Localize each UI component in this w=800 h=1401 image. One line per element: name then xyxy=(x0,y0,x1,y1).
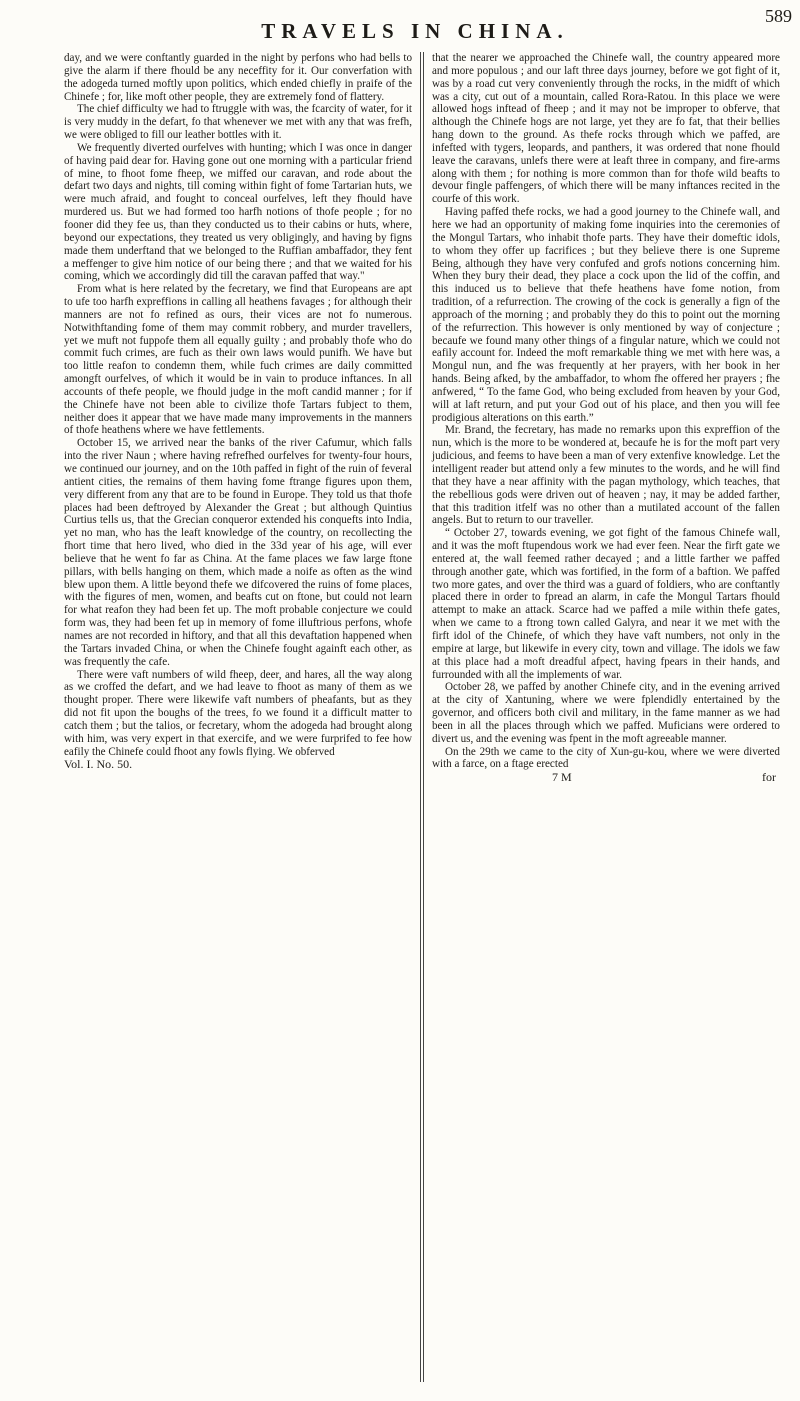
paragraph: From what is here related by the fecretary, we find that Europeans are apt to ufe too harfh expreffions in calling all heathens favages ; for although their manners are not fo refined as ours, their vices are not fo numerous. Notwithftanding fome of them may commit robbery, and murder travellers, yet we muft not fuppofe them all equally guilty ; and probably thofe who do commit fuch crimes, are fuch as their own laws would punifh. We have but too little reafon to condemn them, while fuch crimes are daily committed amongft ourfelves, of which it would be in vain to produce inftances. In all accounts of thefe people, we fhould judge in the moft candid manner ; for if the Chinefe have not been able to civilize thofe Tartars fubject to them, neither does it appear that we have made many improvements in the manners of thofe heathens where we have fettlements. xyxy=(64,283,412,437)
page-footer-left xyxy=(64,758,412,771)
running-head-title: TRAVELS IN CHINA. xyxy=(261,18,569,43)
paragraph: Having paffed thefe rocks, we had a good journey to the Chinefe wall, and here we had an opportunity of making fome inquiries into the ceremonies of the Mongul Tartars, who inhabit thofe parts. They have their domeftic idols, to whom they offer up facrifices ; but they believe there is one Supreme Being, although they have very confufed and grofs notions concerning him. When they bury their dead, they place a cock upon the lid of the coffin, and this induced us to believe that thefe heathens have fome notion, from tradition, of a refurrection. The crowing of the cock is generally a fign of the approach of the morning ; and probably they do this to point out the morning of the refurrection. This however is only mentioned by way of conjecture ; becaufe we found many other things of a fingular nature, which we could not eafily account for. Indeed the moft remarkable thing we met with here was, a Mongul nun, and fhe was frequently at her prayers, with her book in her hands. Being afked, by the ambaffador, to whom fhe offered her prayers ; fhe anfwered, “ To the fame God, who being excluded from heaven by your God, will at laft return, and put your God out of his place, and then you will fee prodigious alterations on this earth.” xyxy=(431,206,780,424)
right-column xyxy=(426,52,780,1382)
paragraph: The chief difficulty we had to ftruggle with was, the fcarcity of water, for it is very muddy in the defart, fo that whenever we met with any that was frefh, we were obliged to fill our leather bottles with it. xyxy=(64,103,412,142)
paragraph: On the 29th we came to the city of Xun-gu-kou, where we were diverted with a farce, on a ftage erected xyxy=(431,745,780,771)
column-divider xyxy=(420,52,424,1382)
paragraph: We frequently diverted ourfelves with hunting; which I was once in danger of having paid dear for. Having gone out one morning with a particular friend of mine, to fhoot fome fheep, we miffed our caravan, and rode about the defart two days and nights, till coming within fight of fome Tartarian huts, we were much afraid, and fought to conceal ourfelves, left they fhould have murdered us. But we had formed too harfh notions of thofe people ; for no fooner did they fee us, than they conducted us to their cabins or huts, where, beyond our expectations, they treated us very obligingly, and having by figns made them underftand that we belonged to the Ruffian ambaffador, they fent a meffenger to give him notice of our being there ; and that we waited for his coming, which we accordingly did till the caravan paffed that way." xyxy=(64,141,412,283)
text-columns xyxy=(64,52,780,1382)
paragraph: that the nearer we approached the Chinefe wall, the country appeared more and more populous ; and our laft three days journey, before we got fight of it, was by a road cut very conveniently through the rocks, in the midft of which was a city, cut out of a mountain, called Rora-Ratou. In this place we were allowed hogs inftead of fheep ; and it may not be improper to obferve, that although the Chinefe hogs are not large, yet they are fo fat, that their bellies hang down to the ground. As thefe rocks through which we paffed, are infefted with tygers, leopards, and panthers, it was ordered that none fhould leave the caravans, unlefs there were at leaft three in company, and fire-arms along with them ; for nothing is more common than for thofe wild beafts to devour fingle paffengers, of which there will be many inftances recited in the courfe of this work. xyxy=(431,52,780,206)
running-head xyxy=(60,14,770,48)
catchword: for xyxy=(761,770,776,785)
signature-mark: 7 M xyxy=(551,770,572,785)
volume-number: Vol. I. No. 50. xyxy=(64,757,133,772)
paragraph: “ October 27, towards evening, we got fight of the famous Chinefe wall, and it was the moft ftupendous work we had ever feen. Near the firft gate we entered at, the wall feemed rather decayed ; and a little farther we paffed through another gate, which was fortified, in the form of a baftion. We paffed two more gates, and over the third was a guard of foldiers, who are conftantly placed there in order to fpread an alarm, in cafe the Mongul Tartars fhould attempt to make an attack. Scarce had we paffed a mile within thefe gates, when we came to a ftrong town called Galyra, and near it we met with the firft idol of the Chinefe, of which they have vaft numbers, not only in the empire at large, but likewife in every city, town and village. The idols we faw at this place had a moft dreadful afpect, having fpears in their hands, and furrounded with all the implements of war. xyxy=(431,527,780,681)
page-number: 589 xyxy=(765,6,792,26)
paragraph: There were vaft numbers of wild fheep, deer, and hares, all the way along as we croffed the defart, and we had leave to fhoot as many of them as we thought proper. There were likewife vaft numbers of pheafants, but as they did not fit upon the boughs of the trees, fo we found it a difficult matter to catch them ; but the talios, or fecretary, whom the adogeda had brought along with him, was very expert in that exercife, and we were furprifed to fee how eafily the Chinefe could fhoot any fowls flying. We obferved xyxy=(64,668,412,758)
paragraph: day, and we were conftantly guarded in the night by perfons who had bells to give the alarm if there fhould be any neceffity for it. Our converfation with the adogeda turned moftly upon politics, which ended chiefly in praife of the Chinefe ; for, like moft other people, they are extremely fond of flattery. xyxy=(64,52,412,103)
paragraph: Mr. Brand, the fecretary, has made no remarks upon this expreffion of the nun, which is the more to be wondered at, becaufe he is for the moft part very judicious, and feems to have been a man of very extenfive knowledge. Let the intelligent reader but attend only a few minutes to the words, and he will find that they have a near affinity with the pagan mythology, which teaches, that the rebellious gods were driven out of heaven ; nay, it may be added farther, that this tradition itfelf was no other than a mutilated account of the fallen angels. But to return to our traveller. xyxy=(431,424,780,527)
page-footer-right xyxy=(432,771,780,784)
paragraph: October 15, we arrived near the banks of the river Cafumur, which falls into the river Naun ; where having refrefhed ourfelves for twenty-four hours, we continued our journey, and on the 10th paffed in fight of the ruin of feveral antient cities, the remains of them having fome ftrange figures upon them, very different from any that are to be found in Europe. They told us that thofe places had been deftroyed by Alexander the Great ; but although Quintius Curtius tells us, that the Grecian conqueror extended his conquefts into India, yet no man, who has the leaft knowledge of the country, on recollecting the fhort time that hero lived, who died in the 33d year of his age, will ever believe that he went fo far as China. At the fame places we faw large ftone pillars, with bells hanging on them, which made a noife as often as the wind blew upon them. A little beyond thefe we difcovered the ruins of fome places, with the figures of men, women, and beafts cut on ftone, but could not learn for what reafon they had been fet up. The moft probable conjecture we could form was, they had been fet up in memory of fome illuftrious perfons, whofe names are not recorded in hiftory, and that all this devaftation happened when the Tartars invaded China, or when the Chinefe fought againft each other, as was frequently the cafe. xyxy=(64,437,412,668)
left-column xyxy=(64,52,418,1382)
paragraph: October 28, we paffed by another Chinefe city, and in the evening arrived at the city of Xantuning, where we were fplendidly entertained by the governor, and officers both civil and military, in the fame manner as we had been in all the places through which we paffed. Muficians were ordered to divert us, and the evening was fpent in the moft agreeable manner. xyxy=(431,681,780,745)
